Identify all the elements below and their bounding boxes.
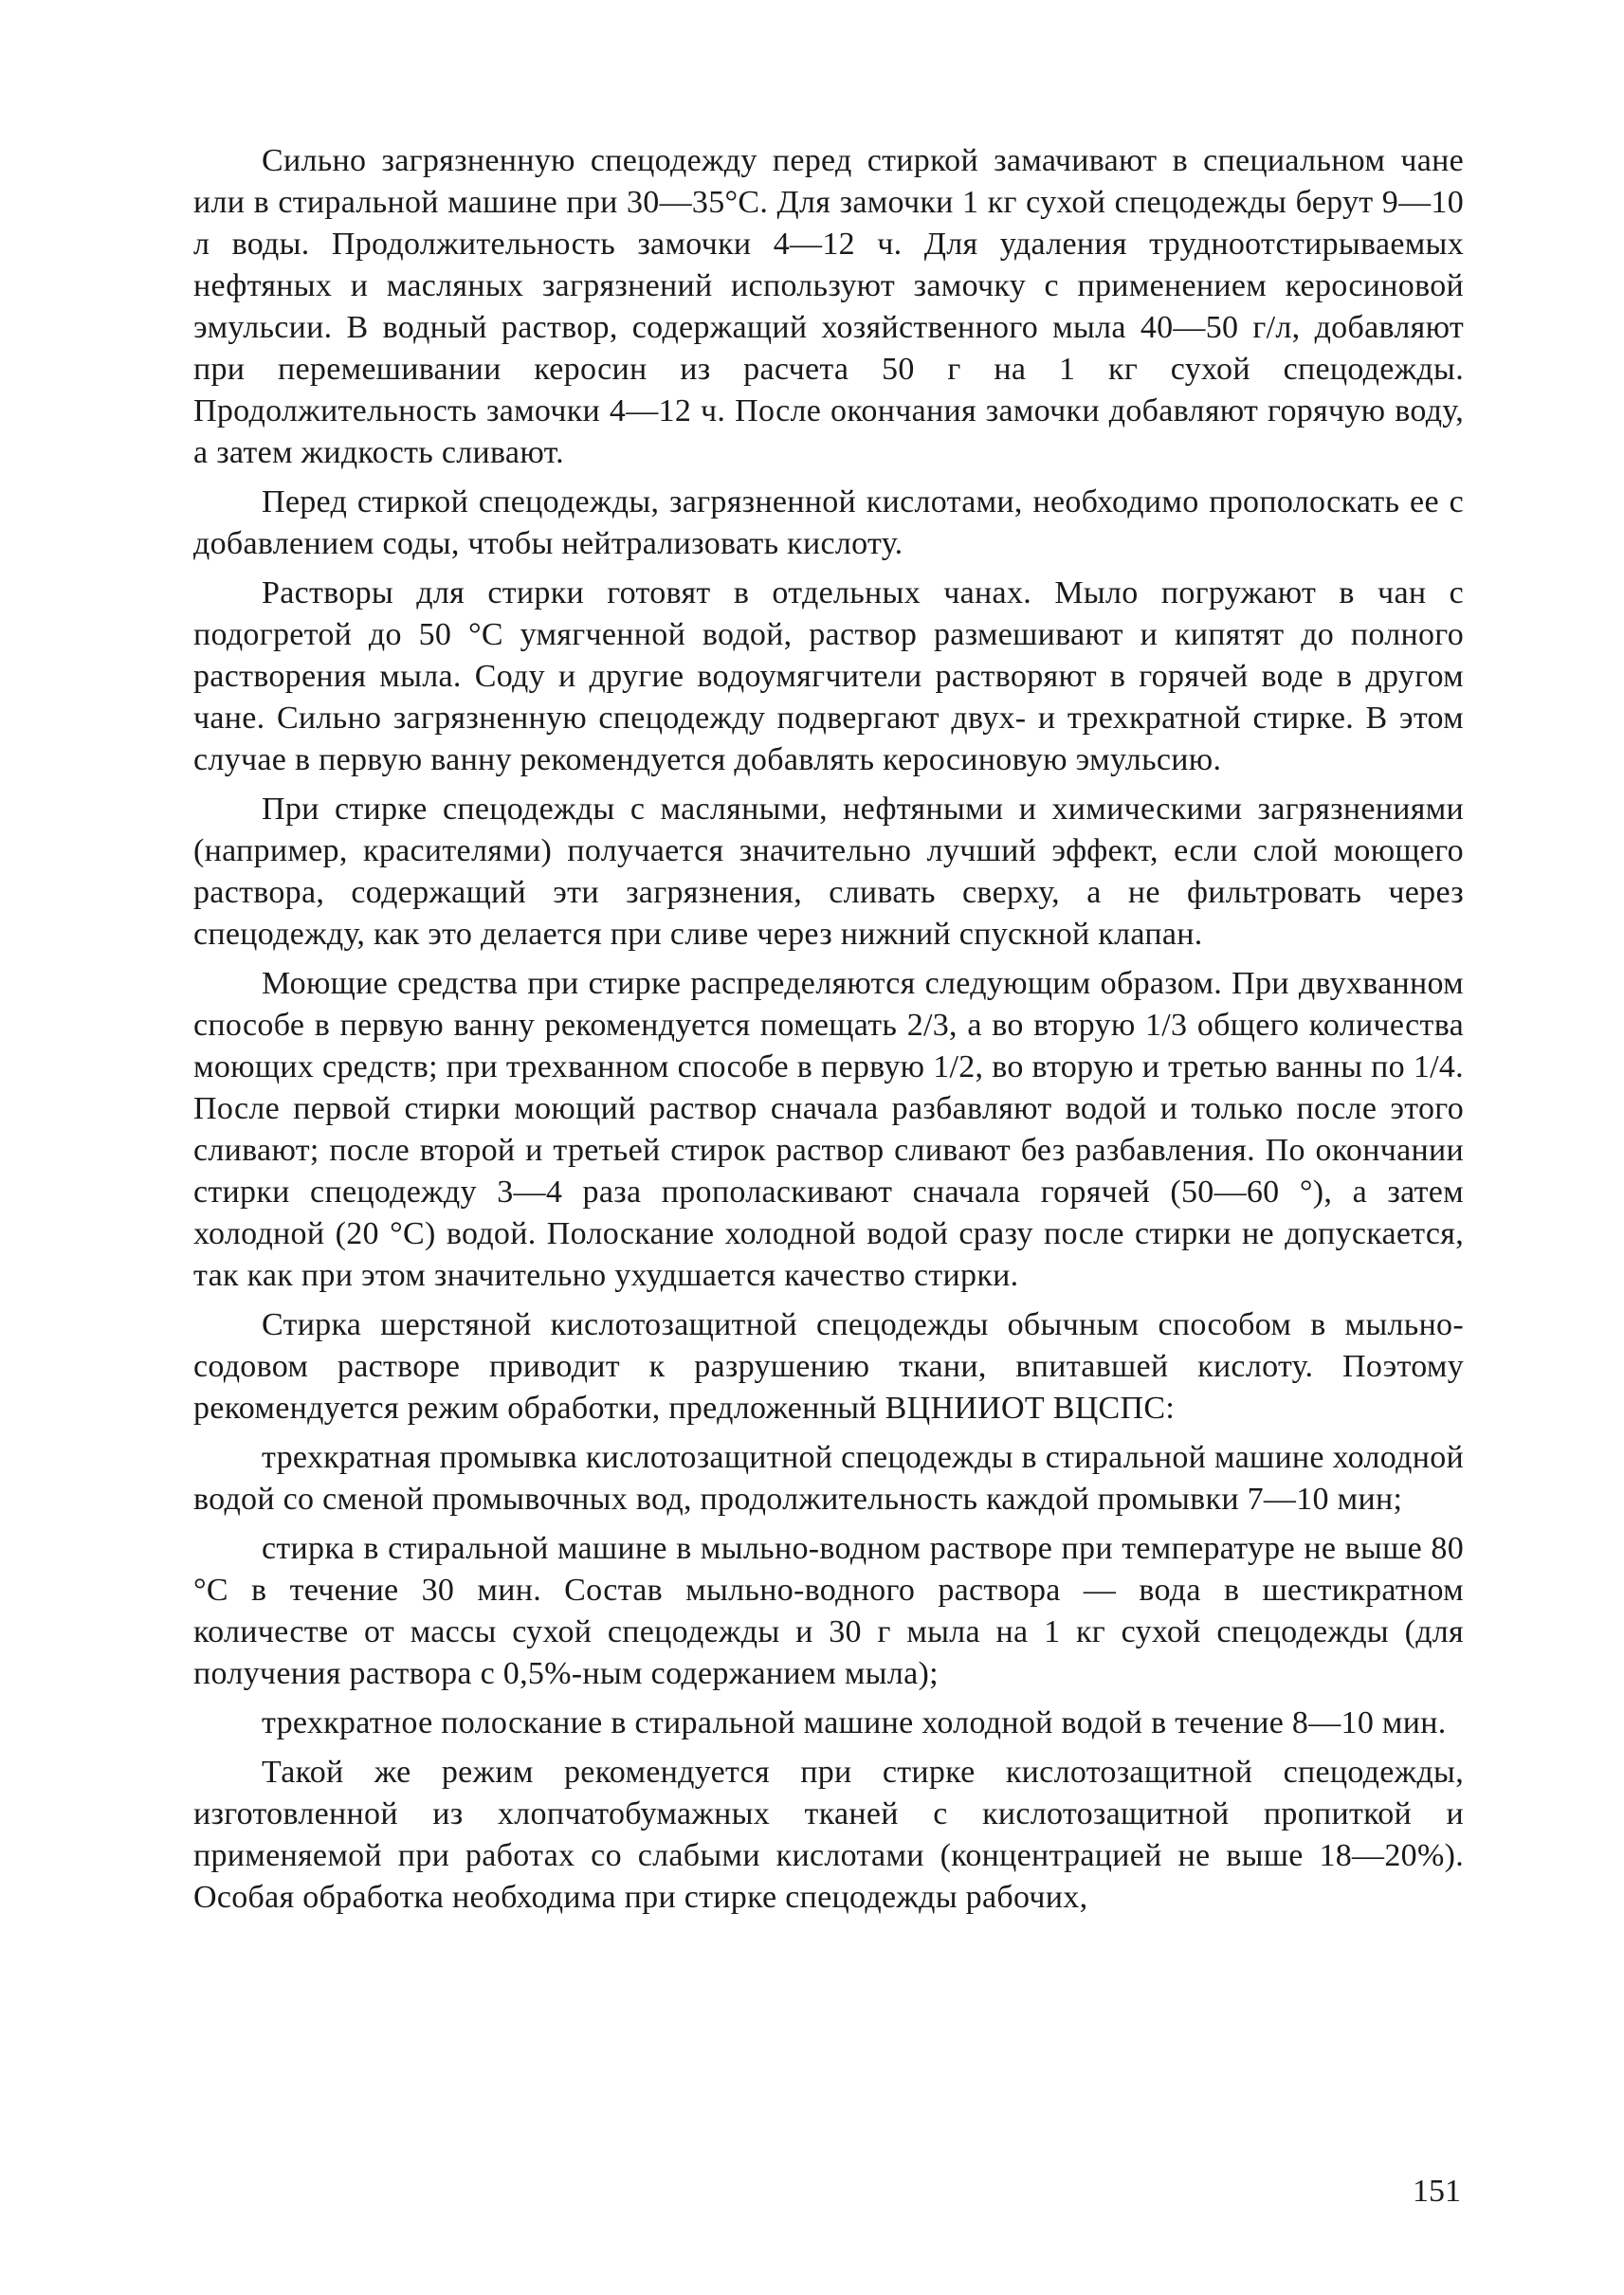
paragraph-cotton-acidproof: Такой же режим рекомендуется при стирке кислотозащитной спецодежды, изготовленной из хлопчатобумажных тканей с кислотозащитной пропиткой и применяемой при работах со слабыми кислотами (концентрацией не выше 18—20%). Особая обработка необходима при стирке спецодежды рабочих, bbox=[193, 1755, 1464, 1915]
page-number: 151 bbox=[1413, 2174, 1461, 2209]
paragraph-acid-rinse: Перед стиркой спецодежды, загрязненной кислотами, необходимо прополоскать ее с добавлением соды, чтобы нейтрализовать кислоту. bbox=[193, 484, 1464, 561]
paragraph-step-wash: стирка в стиральной машине в мыльно-водном растворе при температуре не выше 80 °С в течение 30 мин. Состав мыльно-водного раствора — вода в шестикратном количестве от массы сухой спецодежды и 30 г мыла на 1 кг сухой спецодежды (для получения раствора с 0,5%-ным содержанием мыла); bbox=[193, 1531, 1464, 1691]
paragraph-oil-stains: При стирке спецодежды с масляными, нефтяными и химическими загрязнениями (например, красителями) получается значительно лучший эффект, если слой моющего раствора, содержащий эти загрязнения, сливать сверху, а не фильтровать через спецодежду, как это делается при сливе через нижний спускной клапан. bbox=[193, 792, 1464, 952]
paragraph-wool-acidproof: Стирка шерстяной кислотозащитной спецодежды обычным способом в мыльно-содовом растворе приводит к разрушению ткани, впитавшей кислоту. Поэтому рекомендуется режим обработки, предложенный ВЦНИИОТ ВЦСПС: bbox=[193, 1307, 1464, 1426]
paragraph-detergent-distribution: Моющие средства при стирке распределяются следующим образом. При двухванном способе в первую ванну рекомендуется помещать 2/3, а во вторую 1/3 общего количества моющих средств; при трехванном способе в первую 1/2, во вторую и третью ванны по 1/4. После первой стирки моющий раствор сначала разбавляют водой и только после этого сливают; после второй и третьей стирок раствор сливают без разбавления. По окончании стирки спецодежду 3—4 раза прополаскивают сначала горячей (50—60 °), а затем холодной (20 °С) водой. Полоскание холодной водой сразу после стирки не допускается, так как при этом значительно ухудшается качество стирки. bbox=[193, 966, 1464, 1293]
paragraph-wash-solutions: Растворы для стирки готовят в отдельных чанах. Мыло погружают в чан с подогретой до 50 °С умягченной водой, раствор размешивают и кипятят до полного растворения мыла. Соду и другие водоумягчители растворяют в горячей воде в другом чане. Сильно загрязненную спецодежду подвергают двух- и трехкратной стирке. В этом случае в первую ванну рекомендуется добавлять керосиновую эмульсию. bbox=[193, 575, 1464, 777]
paragraph-step-final-rinse: трехкратное полоскание в стиральной машине холодной водой в течение 8—10 мин. bbox=[262, 1705, 1447, 1740]
paragraph-step-rinse: трехкратная промывка кислотозащитной спецодежды в стиральной машине холодной водой со сменой промывочных вод, продолжительность каждой промывки 7—10 мин; bbox=[193, 1440, 1464, 1517]
paragraph-soaking: Сильно загрязненную спецодежду перед стиркой замачивают в специальном чане или в стиральной машине при 30—35°С. Для замочки 1 кг сухой спецодежды берут 9—10 л воды. Продолжительность замочки 4—12 ч. Для удаления трудноотстирываемых нефтяных и масляных загрязнений используют замочку с применением керосиновой эмульсии. В водный раствор, содержащий хозяйственного мыла 40—50 г/л, добавляют при перемешивании керосин из расчета 50 г на 1 кг сухой спецодежды. Продолжительность замочки 4—12 ч. После окончания замочки добавляют горячую воду, а затем жидкость сливают. bbox=[193, 143, 1464, 470]
page-body bbox=[193, 140, 1464, 1919]
